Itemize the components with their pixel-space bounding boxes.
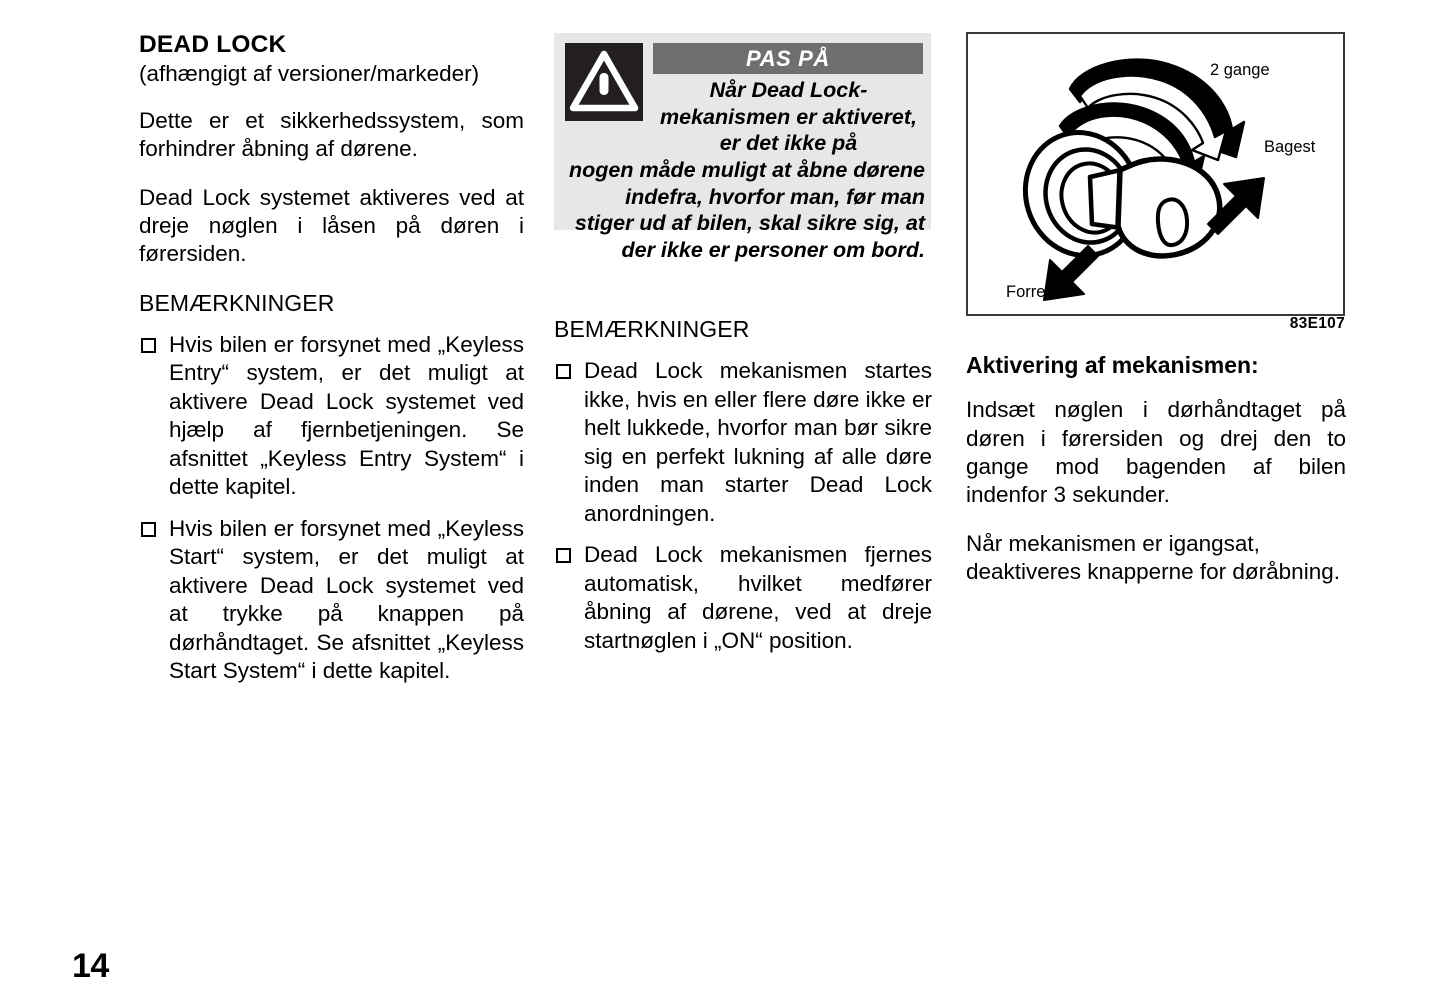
warning-header-label: PAS PÅ [746, 45, 830, 71]
list-item-text: Hvis bilen er forsynet med „Keyless Start“ system, er det muligt at aktivere Dead Lock systemet ved at trykke på knappen på dørhåndtaget. Se afsnittet „Keyless Start System“ i dette kapitel. [169, 515, 524, 683]
column-right [966, 352, 1346, 587]
warning-header [653, 43, 923, 74]
intro-paragraph-1: Dette er et sikkerhedssystem, som forhindrer åbning af dørene. [139, 107, 524, 162]
list-item-text: Hvis bilen er forsynet med „Keyless Entry“ system, er det muligt at aktivere Dead Lock systemet ved hjælp af fjernbetjeningen. Se afsnittet „Keyless Entry System“ i dette kapitel. [169, 331, 524, 500]
figure-illustration [968, 34, 1343, 314]
list-item-text: Dead Lock mekanismen fjernes automatisk, hvilket medfører åbning af dørene, ved at dreje startnøglen i „ON“ position. [584, 542, 932, 653]
column-left [139, 32, 524, 685]
column-middle [554, 316, 932, 655]
intro-paragraph-2: Dead Lock systemet aktiveres ved at dreje nøglen i låsen på døren i førersiden. [139, 184, 524, 267]
notes-list-left [139, 331, 524, 685]
square-bullet-icon [556, 548, 571, 563]
activation-paragraph-1: Indsæt nøglen i dørhåndtaget på døren i førersiden og drej den to gange mod bagenden af bilen indenfor 3 sekunder. [966, 397, 1346, 508]
warning-box [554, 33, 931, 262]
figure-label-front: Forrest [1006, 283, 1059, 301]
list-item-text: Dead Lock mekanismen startes ikke, hvis en eller flere døre ikke er helt lukkede, hvorfor man bør sikre sig en perfekt lukning af alle døre inden man starter Dead Lock anordningen. [584, 358, 932, 526]
list-item [139, 331, 524, 502]
page-title: DEAD LOCK [139, 31, 287, 58]
notes-heading-middle: BEMÆRKNINGER [554, 316, 750, 342]
page-subtitle: (afhængigt af versioner/markeder) [139, 60, 480, 86]
figure-label-turns: 2 gange [1210, 61, 1270, 79]
warning-text-lead: Når Dead Lock-mekanismen er aktiveret, er det ikke på [660, 78, 917, 156]
square-bullet-icon [141, 522, 156, 537]
notes-list-middle [554, 357, 932, 655]
list-item [139, 515, 524, 686]
square-bullet-icon [556, 364, 571, 379]
activation-paragraph-2: Når mekanismen er igangsat, deaktiveres knapperne for døråbning. [966, 530, 1340, 585]
warning-text-rest: nogen måde muligt at åbne dørene indefra, hvorfor man, før man stiger ud af bilen, skal sikre sig, at der ikke er personer om bord. [569, 157, 925, 262]
figure-code: 83E107 [1289, 315, 1345, 332]
lock-mechanism-figure [966, 32, 1345, 316]
list-item [554, 357, 932, 528]
warning-text [562, 77, 925, 264]
square-bullet-icon [141, 338, 156, 353]
list-item [554, 541, 932, 655]
notes-heading-left: BEMÆRKNINGER [139, 289, 335, 316]
activation-heading: Aktivering af mekanismen: [966, 352, 1259, 378]
figure-label-rear: Bagest [1264, 138, 1316, 156]
page-number: 14 [72, 947, 109, 985]
